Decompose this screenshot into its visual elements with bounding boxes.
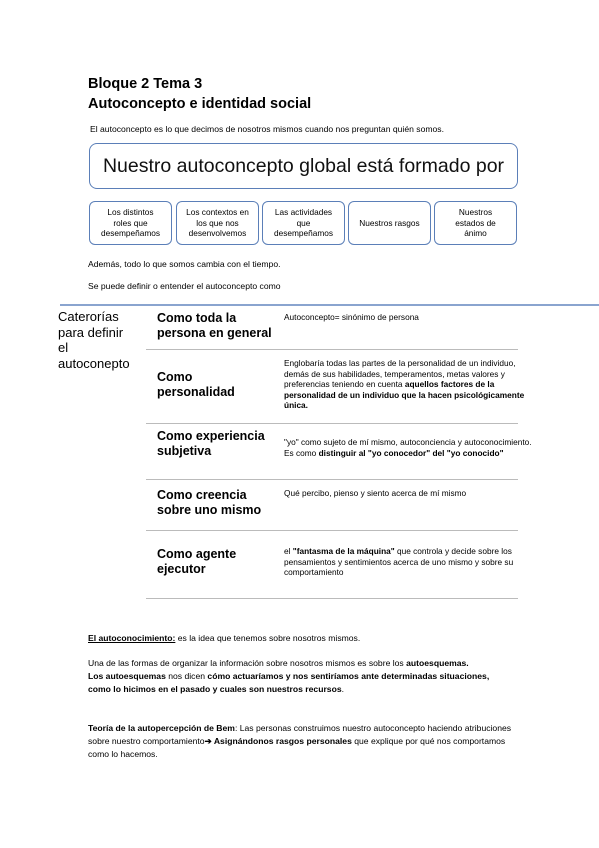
- autoconocimiento-term: El autoconocimiento:: [88, 633, 176, 643]
- diagram-box-actividades: Las actividades que desempeñamos: [262, 201, 345, 245]
- bem-rasgos: Asignándonos rasgos personales: [211, 736, 352, 746]
- define-text: Se puede definir o entender el autoconcepto como: [88, 281, 281, 291]
- row-divider: [146, 530, 518, 531]
- row-desc-personalidad: [284, 358, 534, 411]
- autoconocimiento-def: es la idea que tenemos sobre nosotros mismos.: [175, 633, 361, 643]
- desc-segment: "fantasma de la máquina": [292, 546, 395, 556]
- diagram-box-contextos: Los contextos en los que nos desenvolvemos: [176, 201, 259, 245]
- table-side-label: Caterorías para definir el autoconepto: [58, 309, 130, 371]
- row-divider: [146, 479, 518, 480]
- bem-text-1: : Las personas construimos nuestro autoconcepto haciendo atribuciones sobre nuestro comportamiento: [88, 723, 512, 746]
- page-title: Bloque 2 Tema 3: [88, 76, 203, 92]
- diagram-main-box: Nuestro autoconcepto global está formado por: [89, 143, 518, 189]
- desc-segment: Qué percibo, pienso y siento acerca de mí mismo: [284, 488, 467, 498]
- row-divider: [146, 349, 518, 350]
- row-desc-experiencia: [284, 437, 534, 458]
- desc-segment: aquellos factores de la personalidad de un individuo que la hacen psicológicamente única.: [284, 379, 525, 411]
- bem-term: Teoría de la autopercepción de Bem: [88, 723, 235, 733]
- intro-text: El autoconcepto es lo que decimos de nosotros mismos cuando nos preguntan quién somos.: [90, 124, 444, 134]
- row-head-personalidad: Como personalidad: [157, 370, 235, 399]
- bem-paragraph: [88, 722, 528, 761]
- desc-segment: Englobaría todas las partes de la personalidad de un individuo, demás de sus habilidades, temperamentos, metas valores y preferencias teniendo en cuenta: [284, 358, 516, 390]
- desc-segment: que controla y decide sobre los pensamientos y sentimientos acerca de uno mismo y sobre su comportamiento: [284, 546, 514, 578]
- autoesquemas-end: .: [341, 684, 344, 694]
- row-head-persona: Como toda la persona en general: [157, 311, 272, 340]
- row-desc-persona: [284, 312, 534, 323]
- page-subtitle: Autoconcepto e identidad social: [88, 96, 312, 112]
- change-text: Además, todo lo que somos cambia con el tiempo.: [88, 259, 281, 269]
- desc-segment: "yo" como sujeto de mí mismo, autoconciencia y autoconocimiento. Es como: [284, 437, 532, 458]
- row-head-agente: Como agente ejecutor: [157, 547, 237, 576]
- row-divider: [146, 423, 518, 424]
- autoconocimiento-paragraph: [88, 632, 518, 645]
- row-head-creencia: Como creencia sobre uno mismo: [157, 488, 262, 517]
- row-desc-creencia: [284, 488, 534, 499]
- desc-segment: distinguir al "yo conocedor" del "yo conocido": [318, 447, 504, 458]
- row-divider: [146, 598, 518, 599]
- row-desc-agente: [284, 546, 534, 578]
- desc-segment: Autoconcepto= sinónimo de persona: [284, 312, 419, 322]
- desc-segment: el: [284, 546, 293, 556]
- autoesquemas-verb: nos dicen: [165, 671, 208, 681]
- table-top-rule: [60, 304, 599, 306]
- autoesquemas-detail: cómo actuaríamos y nos sentiríamos ante determinadas situaciones, como lo hicimos en el pasado y cuales son nuestros recursos: [88, 671, 490, 694]
- diagram-box-roles: Los distintos roles que desempeñamos: [89, 201, 172, 245]
- autoesquemas-paragraph: [88, 657, 508, 696]
- arrow-icon: ➔: [204, 736, 212, 746]
- diagram-box-rasgos: Nuestros rasgos: [348, 201, 431, 245]
- diagram-box-estados: Nuestros estados de ánimo: [434, 201, 517, 245]
- autoesquemas-term: autoesquemas.: [406, 658, 469, 668]
- autoesquemas-intro: Una de las formas de organizar la información sobre nosotros mismos es sobre los: [88, 658, 407, 668]
- autoesquemas-subject: Los autoesquemas: [88, 671, 166, 681]
- row-head-experiencia: Como experiencia subjetiva: [157, 429, 265, 458]
- bem-text-3: que explique por qué nos comportamos como lo hacemos.: [88, 736, 506, 759]
